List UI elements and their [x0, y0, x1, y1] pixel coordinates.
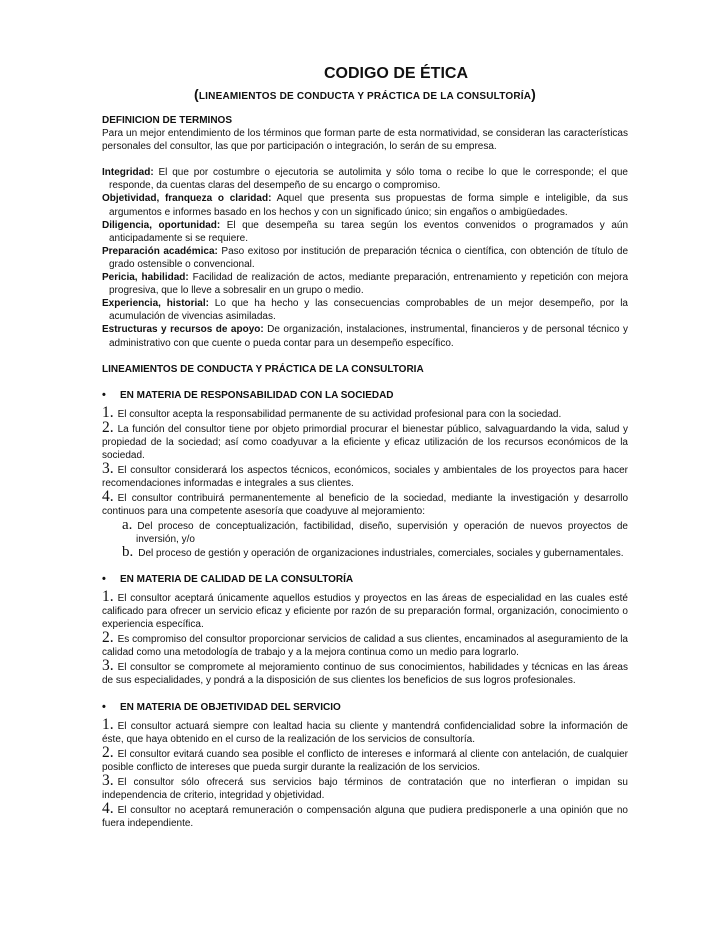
document-title: CODIGO DE ÉTICA	[323, 65, 468, 82]
item-text: Es compromiso del consultor proporcionar servicios de calidad a sus clientes, encaminados al aseguramiento de la calidad como una metodología de trabajo y a la mejora continua como un medio para lograrlo.	[102, 634, 628, 659]
document-subtitle	[102, 87, 628, 104]
numbered-item	[102, 802, 628, 830]
definition-text: Facilidad de realización de actos, mediante preparación, entrenamiento y repetición con mejora progresiva, que lo lleve a sobresalir en un grupo o medio.	[109, 272, 629, 297]
definition-term: Estructuras y recursos de apoyo:	[102, 324, 264, 336]
definition-item	[102, 192, 628, 218]
numbered-item	[102, 743, 628, 774]
subitem-letter: a.	[122, 516, 133, 533]
numbered-item	[102, 403, 628, 421]
item-text: El consultor acepta la responsabilidad permanente de su actividad profesional para con la sociedad.	[117, 408, 562, 420]
numbered-item	[102, 462, 628, 490]
definition-text: El que desempeña su tarea según los eventos convenidos o programados y aún anticipadamente si se requiere.	[109, 219, 629, 244]
item-number: 4.	[102, 800, 114, 818]
spacer	[102, 560, 628, 573]
definition-text: Aquel que presenta sus propuestas de forma simple e inteligible, da sus argumentos e informes basado en los hechos y con un significado único; sin engaños o ambigüedades.	[109, 193, 628, 218]
definition-item	[102, 166, 628, 192]
section-heading	[102, 389, 628, 402]
definition-text: Paso exitoso por institución de preparación técnica o científica, con obtención de título de grado ostensible o convencional.	[109, 245, 629, 270]
definition-item	[102, 245, 628, 271]
section-title: EN MATERIA DE CALIDAD DE LA CONSULTORÍA	[120, 573, 354, 585]
definition-term: Diligencia, oportunidad:	[102, 219, 221, 231]
definition-text: De organización, instalaciones, instrumental, financieros y de personal técnico y administrativo con que cuente o pueda contar para un desempeño específico.	[109, 324, 628, 349]
numbered-item	[102, 631, 628, 659]
item-text: El consultor se compromete al mejoramiento continuo de sus conocimientos, habilidades y técnicas en las áreas de sus especialidades, y pondrá a la disposición de sus clientes los beneficios de sus logros profesionales.	[102, 662, 628, 687]
definition-text: El que por costumbre o ejecutoria se autolimita y sólo toma o recibe lo que le corresponde; el que responde, da cuentas claras del desempeño de su encargo o compromiso.	[109, 167, 628, 192]
item-number: 1.	[102, 715, 114, 733]
numbered-item	[102, 715, 628, 746]
definition-text: Lo que ha hecho y las consecuencias comprobables de un mejor desempeño, por la acumulación de vivencias asimiladas.	[109, 298, 628, 323]
item-text: El consultor actuará siempre con lealtad hacia su cliente y mantendrá confidencialidad sobre la información de éste, que haya obtenido en el curso de la realización de los servicios de consultoría.	[102, 720, 628, 745]
subitem-letter: b.	[122, 543, 134, 560]
definition-item	[102, 271, 628, 297]
item-number: 2.	[102, 743, 114, 761]
definition-term: Experiencia, historial:	[102, 298, 209, 310]
item-text: El consultor evitará cuando sea posible el conflicto de intereses e informará al cliente con antelación, de cualquier posible conflicto de intereses que pueda surgir durante la realización de los servicios.	[102, 748, 628, 773]
item-number: 2.	[102, 629, 114, 647]
spacer	[102, 376, 628, 389]
section-title: EN MATERIA DE OBJETIVIDAD DEL SERVICIO	[120, 701, 341, 713]
numbered-item	[102, 587, 628, 631]
section-heading	[102, 701, 628, 714]
spacer	[102, 153, 628, 166]
bullet-icon: •	[102, 700, 106, 713]
bullet-icon: •	[102, 388, 106, 401]
item-number: 3.	[102, 772, 114, 790]
item-number: 3.	[102, 657, 114, 675]
item-text: El consultor aceptará únicamente aquellos estudios y proyectos en las áreas de especialidad en las cuales esté calificado para ofrecer un servicio eficaz y eficiente por razón de su preparación formal, organización, conocimiento o experiencia específica.	[102, 592, 628, 631]
numbered-item	[102, 659, 628, 687]
definitions-heading: DEFINICION DE TERMINOS	[102, 115, 233, 126]
subitem-text: Del proceso de gestión y operación de organizaciones industriales, comerciales, sociales y gubernamentales.	[138, 547, 624, 559]
guidelines-heading: LINEAMIENTOS DE CONDUCTA Y PRÁCTICA DE LA CONSULTORIA	[102, 363, 424, 375]
item-number: 2.	[102, 418, 114, 436]
item-number: 3.	[102, 460, 114, 478]
item-text: La función del consultor tiene por objeto primordial procurar el bienestar público, salvaguardando la vida, salud y propiedad de la sociedad; así como coadyuvar a la eficiente y eficaz utilización de los recursos económicos de la sociedad.	[102, 423, 628, 462]
subtitle-text: LINEAMIENTOS DE CONDUCTA Y PRÁCTICA DE LA CONSULTORÍA	[198, 91, 532, 102]
definitions-intro: Para un mejor entendimiento de los términos que forman parte de esta normatividad, se consideran las características personales del consultor, las que por participación o integración, lo serán de su empresa.	[102, 128, 628, 153]
definition-term: Integridad:	[102, 167, 154, 179]
item-text: El consultor considerará los aspectos técnicos, económicos, sociales y ambientales de los proyectos para hacer recomendaciones informadas e integrales a sus clientes.	[102, 465, 628, 490]
definition-item	[102, 323, 628, 349]
numbered-item	[102, 418, 628, 462]
definition-term: Preparación académica:	[102, 245, 218, 257]
lettered-subitem	[112, 543, 628, 560]
section-heading	[102, 573, 628, 586]
item-text: El consultor no aceptará remuneración o compensación alguna que pudiera predisponerle a una opinión que no fuera independiente.	[102, 805, 628, 830]
subitem-text: Del proceso de conceptualización, factibilidad, diseño, supervisión y operación de nuevos proyectos de inversión, y/o	[136, 520, 628, 545]
spacer	[102, 688, 628, 701]
definition-term: Objetividad, franqueza o claridad:	[102, 193, 272, 205]
numbered-item	[102, 490, 628, 518]
spacer	[102, 350, 628, 363]
lettered-subitem	[112, 516, 628, 546]
item-text: El consultor contribuirá permanentemente al beneficio de la sociedad, mediante la investigación y desarrollo continuos para una competente asesoría que coadyuve al mejoramiento:	[102, 493, 628, 518]
item-number: 1.	[102, 403, 114, 421]
definition-item	[102, 297, 628, 323]
item-text: El consultor sólo ofrecerá sus servicios bajo términos de contratación que no interfieran o impidan su independencia de criterio, integridad y objetividad.	[102, 777, 628, 802]
subtitle-open-paren: (	[193, 86, 199, 102]
item-number: 1.	[102, 587, 114, 605]
definition-item	[102, 219, 628, 245]
bullet-icon: •	[102, 572, 106, 585]
subtitle-close-paren: )	[531, 86, 537, 102]
numbered-item	[102, 774, 628, 802]
item-number: 4.	[102, 488, 114, 506]
section-title: EN MATERIA DE RESPONSABILIDAD CON LA SOCIEDAD	[120, 389, 394, 401]
definition-term: Pericia, habilidad:	[102, 272, 189, 284]
